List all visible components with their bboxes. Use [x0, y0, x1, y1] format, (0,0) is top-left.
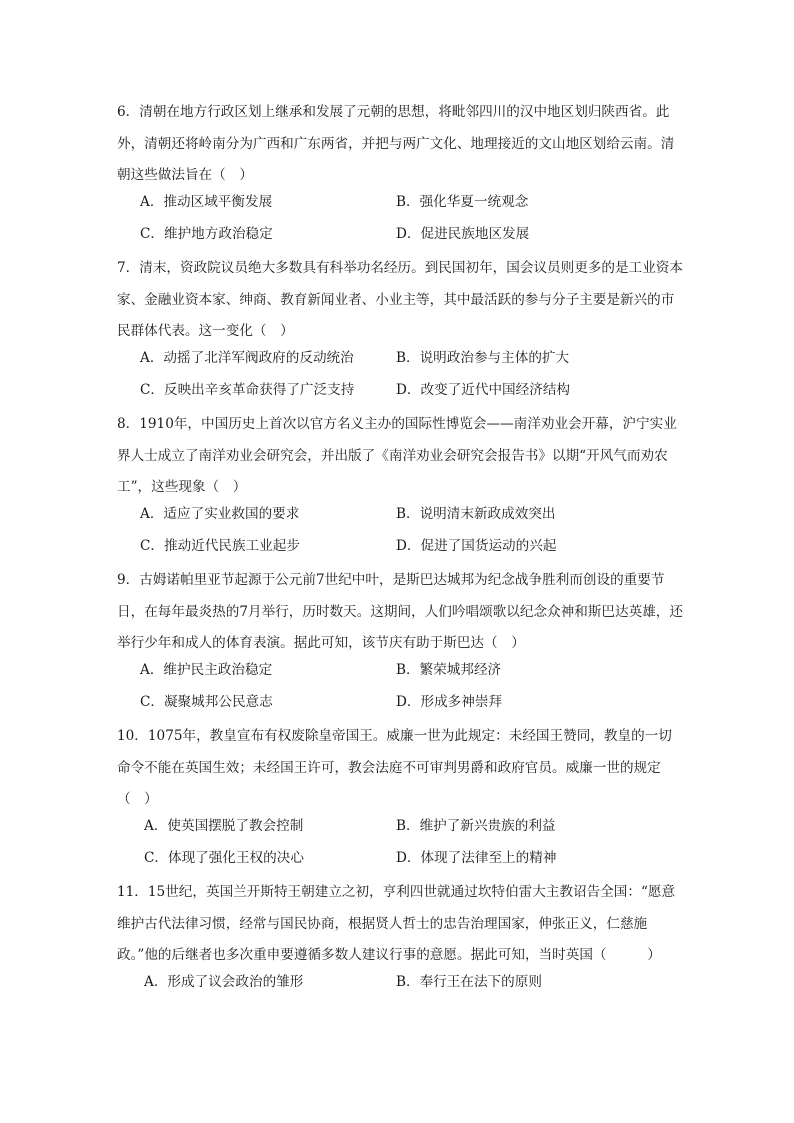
option-b[interactable]: B．强化华夏一统观念 — [396, 193, 529, 210]
option-a[interactable]: A．维护民主政治稳定 — [140, 661, 273, 678]
question-7 — [117, 253, 683, 412]
question-stem: 7．清末，资政院议员绝大多数具有科举功名经历。到民国初年，国会议员则更多的是工业资本家、金融业资本家、绅商、教育新闻业者、小业主等，其中最活跃的参与分子主要是新兴的市民群体代表。这一变化（ ） — [117, 260, 683, 339]
question-11 — [117, 877, 683, 1004]
options — [117, 504, 683, 568]
options — [117, 192, 683, 256]
question-8 — [117, 409, 683, 568]
question-10 — [117, 721, 683, 880]
option-d[interactable]: D．改变了近代中国经济结构 — [396, 381, 571, 398]
question-9 — [117, 565, 683, 724]
question-stem: 8．1910年，中国历史上首次以官方名义主办的国际性博览会——南洋劝业会开幕，沪宁实业界人士成立了南洋劝业会研究会，并出版了《南洋劝业会研究会报告书》以期“开风气而劝农工”，这些现象（ ） — [117, 416, 677, 495]
option-b[interactable]: B．繁荣城邦经济 — [396, 661, 502, 678]
options — [117, 816, 683, 880]
option-c[interactable]: C．维护地方政治稳定 — [140, 225, 273, 242]
question-stem: 10．1075年，教皇宣布有权废除皇帝国王。威廉一世为此规定：未经国王赞同，教皇的一切命令不能在英国生效；未经国王许可，教会法庭不可审判男爵和政府官员。威廉一世的规定（ ） — [117, 728, 672, 807]
option-b[interactable]: B．说明清末新政成效突出 — [396, 505, 556, 522]
option-d[interactable]: D．体现了法律至上的精神 — [396, 849, 557, 866]
option-b[interactable]: B．说明政治参与主体的扩大 — [396, 349, 570, 366]
option-b[interactable]: B．奉行王在法下的原则 — [396, 973, 542, 990]
options — [117, 348, 683, 412]
option-c[interactable]: C．反映出辛亥革命获得了广泛支持 — [140, 381, 355, 398]
option-c[interactable]: C．体现了强化王权的决心 — [144, 849, 304, 866]
option-a[interactable]: A．使英国摆脱了教会控制 — [144, 817, 304, 834]
option-c[interactable]: C．推动近代民族工业起步 — [140, 537, 300, 554]
option-d[interactable]: D．促进了国货运动的兴起 — [396, 537, 557, 554]
options — [117, 660, 683, 724]
question-6 — [117, 97, 683, 256]
question-stem: 9．古姆诺帕里亚节起源于公元前7世纪中叶，是斯巴达城邦为纪念战争胜利而创设的重要节日，在每年最炎热的7月举行，历时数天。这期间，人们吟唱颂歌以纪念众神和斯巴达英雄，还举行少年和成人的体育表演。据此可知，该节庆有助于斯巴达（ ） — [117, 572, 683, 651]
option-b[interactable]: B．维护了新兴贵族的利益 — [396, 817, 556, 834]
question-stem: 6．清朝在地方行政区划上继承和发展了元朝的思想，将毗邻四川的汉中地区划归陕西省。此外，清朝还将岭南分为广西和广东两省，并把与两广文化、地理接近的文山地区划给云南。清朝这些做法旨在（ ） — [117, 104, 675, 183]
question-stem: 11．15世纪，英国兰开斯特王朝建立之初，亨利四世就通过坎特伯雷大主教诏告全国：“愿意维护古代法律习惯，经常与国民协商，根据贤人哲士的忠告治理国家，伸张正义，仁慈施政。”他的后继者也多次重申要遵循多数人建议行事的意愿。据此可知，当时英国（ ） — [117, 884, 676, 963]
option-d[interactable]: D．形成多神崇拜 — [396, 693, 503, 710]
option-a[interactable]: A．形成了议会政治的雏形 — [144, 973, 304, 990]
options — [117, 972, 683, 1004]
option-d[interactable]: D．促进民族地区发展 — [396, 225, 530, 242]
option-a[interactable]: A．动摇了北洋军阀政府的反动统治 — [140, 349, 354, 366]
option-c[interactable]: C．凝聚城邦公民意志 — [140, 693, 273, 710]
option-a[interactable]: A．适应了实业救国的要求 — [140, 505, 300, 522]
option-a[interactable]: A．推动区域平衡发展 — [140, 193, 273, 210]
